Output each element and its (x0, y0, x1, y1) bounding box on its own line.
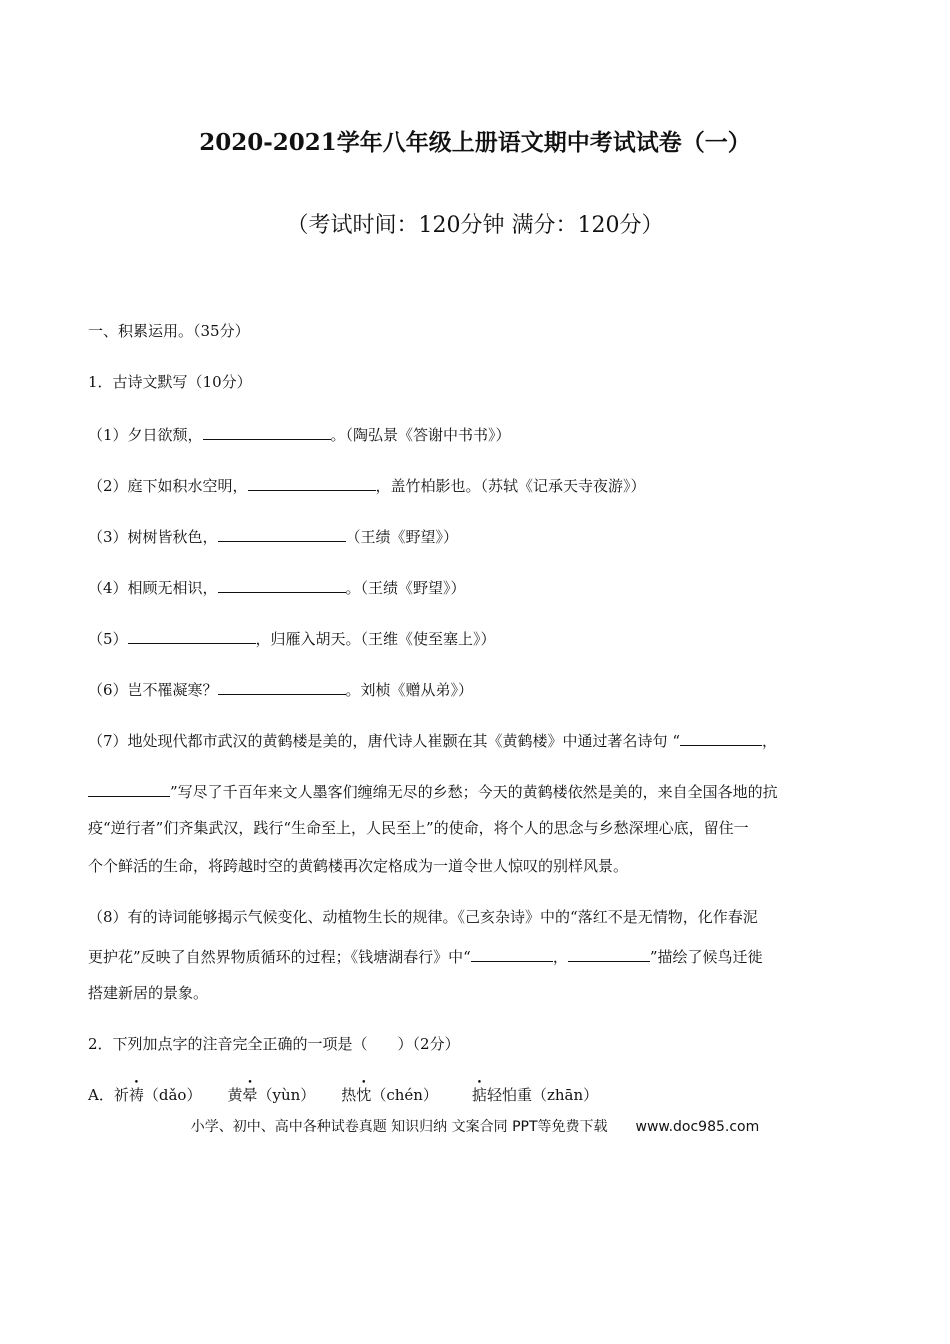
question-1-item-8-line-2: 更护花”反映了自然界物质循环的过程；《钱塘湖春行》中“ ， ”描绘了候鸟迁徙 (88, 945, 864, 967)
answer-blank[interactable] (88, 780, 170, 797)
answer-blank[interactable] (248, 474, 376, 491)
answer-blank[interactable] (128, 627, 256, 644)
question-1-item-6: （6）岂不罹凝寒？ 。刘桢《赠从弟》） (88, 678, 864, 700)
question-1-item-3: （3）树树皆秋色， （王绩《野望》） (88, 525, 864, 547)
dotted-char: 晕 (242, 1086, 258, 1104)
dotted-char: 忱 (356, 1086, 372, 1104)
question-2-heading: 2．下列加点字的注音完全正确的一项是（ ）（2分） (88, 1035, 460, 1053)
answer-blank[interactable] (218, 576, 346, 593)
answer-blank[interactable] (218, 678, 346, 695)
answer-blank[interactable] (680, 729, 762, 746)
dotted-char: 祷 (128, 1086, 144, 1104)
question-1-item-2: （2）庭下如积水空明， ，盖竹柏影也。（苏轼《记承天寺夜游》） (88, 474, 864, 496)
question-1-item-4: （4）相顾无相识， 。（王绩《野望》） (88, 576, 864, 598)
question-1-item-5: （5） ，归雁入胡天。（王维《使至塞上》） (88, 627, 864, 649)
answer-blank[interactable] (218, 525, 346, 542)
question-1-item-7-line-3: 疫“逆行者”们齐集武汉，践行“生命至上，人民至上”的使命，将个人的思念与乡愁深埋心底，留住一 (88, 819, 749, 837)
question-2-option-a[interactable]: A．祈祷（dǎo） 黄晕（yùn） 热忱（chén） 掂轻怕重（zhān） (88, 1086, 599, 1104)
question-1-item-1: （1）夕日欲颓， 。（陶弘景《答谢中书书》） (88, 423, 864, 445)
answer-blank[interactable] (568, 945, 650, 962)
question-1-item-8-line-1: （8）有的诗词能够揭示气候变化、动植物生长的规律。《己亥杂诗》中的“落红不是无情物，化作春泥 (88, 908, 758, 926)
page-title: 2020-2021学年八年级上册语文期中考试试卷（一） (199, 129, 751, 156)
dotted-char: 掂 (471, 1086, 487, 1104)
section-heading: 一、积累运用。（35分） (88, 322, 250, 340)
question-1-heading: 1．古诗文默写（10分） (88, 373, 252, 391)
page-footer: 小学、初中、高中各种试卷真题 知识归纳 文案合同 PPT等免费下载 www.doc985.com (190, 1119, 760, 1135)
answer-blank[interactable] (203, 423, 331, 440)
question-1-item-7-line-4: 个个鲜活的生命，将跨越时空的黄鹤楼再次定格成为一道令世人惊叹的别样风景。 (88, 857, 629, 875)
question-1-item-8-line-3: 搭建新居的景象。 (88, 984, 209, 1002)
exam-info: （考试时间：120分钟 满分：120分） (286, 213, 664, 238)
question-1-item-7-line-1: （7）地处现代都市武汉的黄鹤楼是美的，唐代诗人崔颢在其《黄鹤楼》中通过著名诗句 “ ， (88, 729, 864, 751)
question-1-item-7-line-2: ”写尽了千百年来文人墨客们缠绵无尽的乡愁；今天的黄鹤楼依然是美的，来自全国各地的抗 (88, 780, 864, 802)
answer-blank[interactable] (471, 945, 553, 962)
